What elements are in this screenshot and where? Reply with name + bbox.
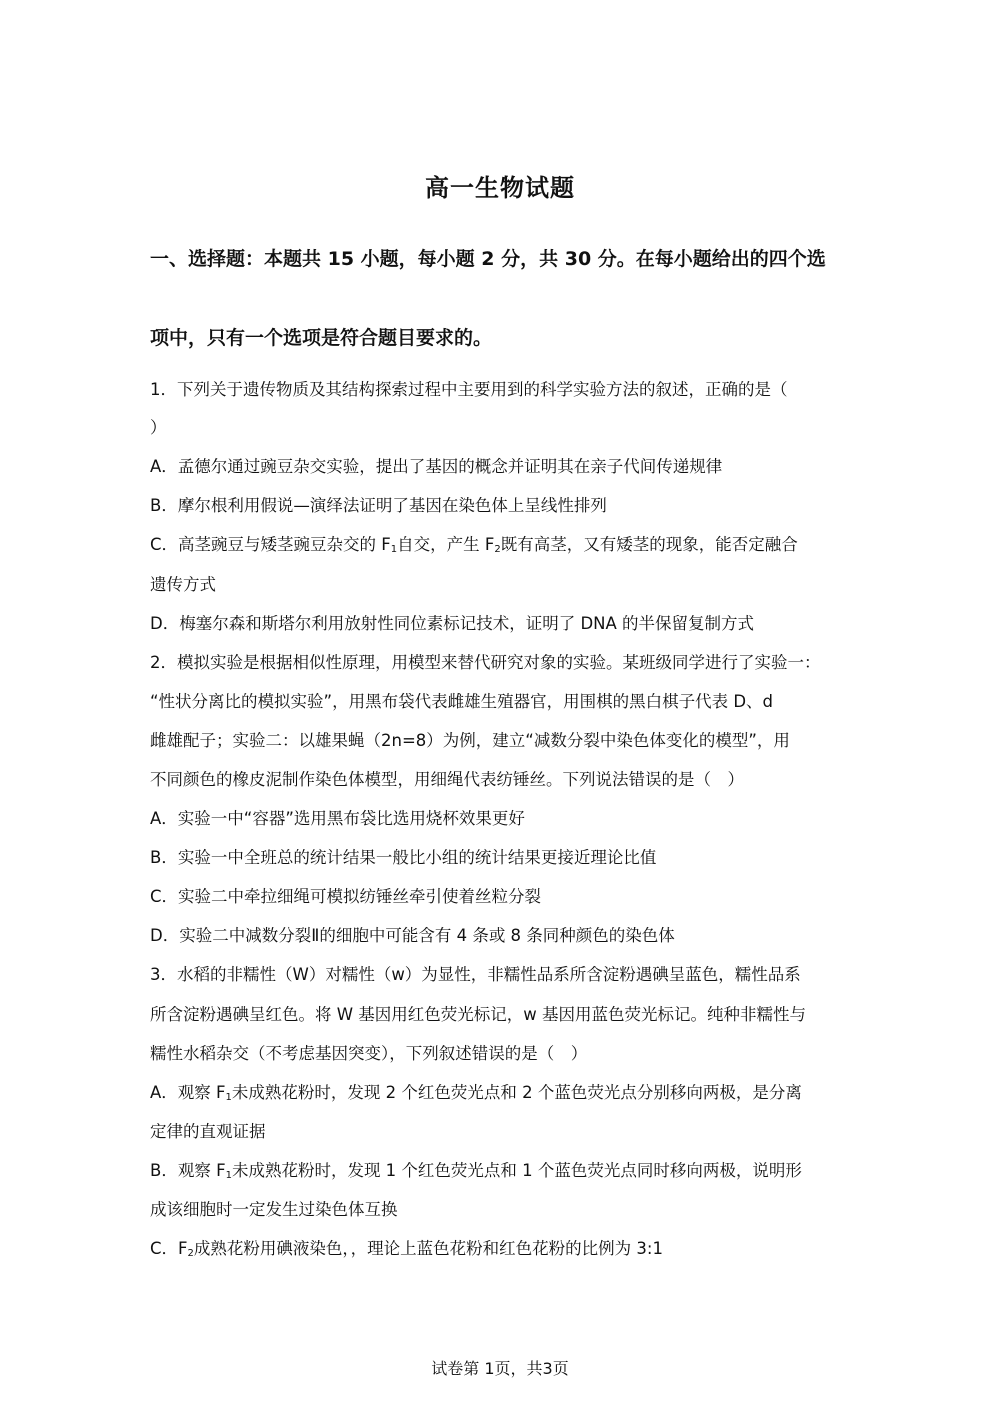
option-text: 未成熟花粉时，发现 1 个红色荧光点和 1 个蓝色荧光点同时移向两极，说明形 bbox=[231, 1161, 802, 1180]
question-3-stem-cont-2: 糯性水稻杂交（不考虑基因突变），下列叙述错误的是（ ） bbox=[150, 1044, 588, 1063]
question-2-option-c: C．实验二中牵拉细绳可模拟纺锤丝牵引使着丝粒分裂 bbox=[150, 887, 542, 906]
section-heading-line-1: 一、选择题：本题共 15 小题，每小题 2 分，共 30 分。在每小题给出的四个选 bbox=[150, 248, 826, 270]
option-text: 未成熟花粉时，发现 2 个红色荧光点和 2 个蓝色荧光点分别移向两极，是分离 bbox=[231, 1083, 802, 1102]
question-3-option-b-cont: 成该细胞时一定发生过染色体互换 bbox=[150, 1200, 398, 1219]
question-1-option-c bbox=[150, 535, 850, 560]
question-1-stem: 1．下列关于遗传物质及其结构探索过程中主要用到的科学实验方法的叙述，正确的是（ bbox=[150, 380, 788, 399]
question-3-option-b bbox=[150, 1161, 850, 1186]
option-text: C．高茎豌豆与矮茎豌豆杂交的 F bbox=[150, 535, 391, 554]
subscript: 1 bbox=[390, 544, 398, 555]
question-2-stem: 2．模拟实验是根据相似性原理，用模型来替代研究对象的实验。某班级同学进行了实验一： bbox=[150, 653, 821, 672]
question-3-stem: 3．水稻的非糯性（W）对糯性（w）为显性，非糯性品系所含淀粉遇碘呈蓝色，糯性品系 bbox=[150, 965, 801, 984]
question-3-option-a bbox=[150, 1083, 850, 1108]
question-1-option-d: D．梅塞尔森和斯塔尔利用放射性同位素标记技术，证明了 DNA 的半保留复制方式 bbox=[150, 614, 755, 633]
question-3-option-c bbox=[150, 1239, 850, 1264]
question-3-stem-cont-1: 所含淀粉遇碘呈红色。将 W 基因用红色荧光标记，w 基因用蓝色荧光标记。纯种非糯性与 bbox=[150, 1005, 807, 1024]
question-2-option-d: D．实验二中减数分裂Ⅱ的细胞中可能含有 4 条或 8 条同种颜色的染色体 bbox=[150, 926, 675, 945]
option-text: C．F bbox=[150, 1239, 188, 1258]
question-2-stem-cont-2: 雌雄配子；实验二：以雄果蝇（2n=8）为例，建立“减数分裂中染色体变化的模型”，用 bbox=[150, 731, 790, 750]
option-text: A．观察 F bbox=[150, 1083, 226, 1102]
question-1-option-c-cont: 遗传方式 bbox=[150, 575, 216, 594]
question-1-stem-cont: ） bbox=[150, 418, 167, 437]
page-footer: 试卷第 1页，共3页 bbox=[431, 1359, 569, 1378]
section-heading-line-2: 项中，只有一个选项是符合题目要求的。 bbox=[150, 327, 493, 349]
question-1-option-b: B．摩尔根利用假说—演绎法证明了基因在染色体上呈线性排列 bbox=[150, 496, 607, 515]
option-text: 自交，产生 F bbox=[397, 535, 495, 554]
subscript: 1 bbox=[225, 1092, 232, 1103]
question-2-stem-cont-3: 不同颜色的橡皮泥制作染色体模型，用细绳代表纺锤丝。下列说法错误的是（ ） bbox=[150, 770, 744, 789]
question-3-option-a-cont: 定律的直观证据 bbox=[150, 1122, 266, 1141]
question-1-option-a: A．孟德尔通过豌豆杂交实验，提出了基因的概念并证明其在亲子代间传递规律 bbox=[150, 457, 723, 476]
subscript: 2 bbox=[187, 1248, 194, 1259]
question-2-option-a: A．实验一中“容器”选用黑布袋比选用烧杯效果更好 bbox=[150, 809, 525, 828]
question-2-stem-cont-1: “性状分离比的模拟实验”，用黑布袋代表雌雄生殖器官，用围棋的黑白棋子代表 D、d bbox=[150, 692, 774, 711]
question-2-option-b: B．实验一中全班总的统计结果一般比小组的统计结果更接近理论比值 bbox=[150, 848, 657, 867]
subscript: 1 bbox=[225, 1170, 232, 1181]
option-text: 既有高茎，又有矮茎的现象，能否定融合 bbox=[500, 535, 798, 554]
subscript: 2 bbox=[494, 544, 501, 555]
option-text: B．观察 F bbox=[150, 1161, 226, 1180]
option-text: 成熟花粉用碘液染色，，理论上蓝色花粉和红色花粉的比例为 3:1 bbox=[193, 1239, 663, 1258]
page-title: 高一生物试题 bbox=[425, 174, 575, 202]
